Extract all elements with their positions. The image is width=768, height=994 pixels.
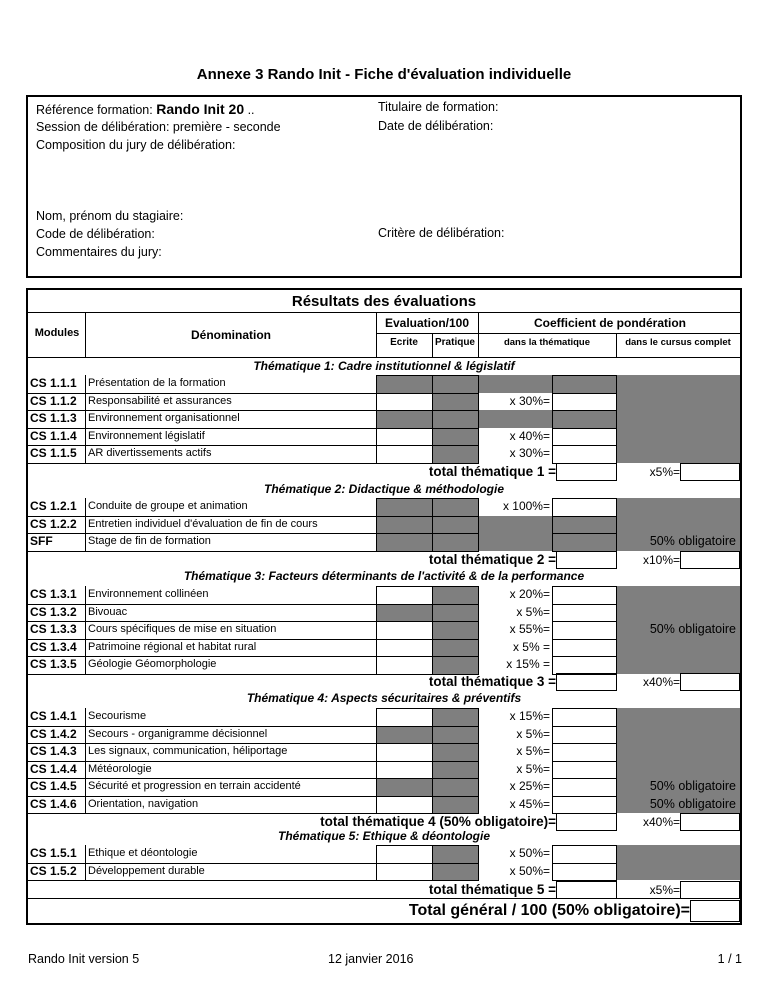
shaded-cell — [616, 656, 740, 674]
module-code: CS 1.4.6 — [30, 796, 77, 811]
module-coefficient: x 25%= — [509, 779, 550, 793]
coef-result-cell — [552, 708, 617, 727]
module-coefficient: x 50%= — [509, 863, 550, 878]
coef-result-cell — [552, 761, 617, 780]
score-pratique-cell — [432, 393, 479, 412]
module-name: Développement durable — [88, 864, 205, 877]
score-ecrite-cell — [376, 445, 433, 464]
module-name: Environnement législatif — [88, 429, 205, 442]
score-ecrite-cell — [376, 845, 433, 864]
footer-version: Rando Init version 5 — [28, 952, 140, 966]
module-coefficient: x 50%= — [509, 846, 550, 860]
col-denomination: Dénomination — [191, 328, 271, 342]
shaded-cell — [616, 863, 740, 881]
module-code: CS 1.3.2 — [30, 604, 77, 619]
coef-result-cell — [552, 516, 617, 535]
score-ecrite-cell — [376, 428, 433, 447]
shaded-cell — [616, 428, 740, 446]
module-coefficient — [478, 516, 550, 534]
score-pratique-cell — [432, 708, 479, 727]
score-pratique-cell — [432, 498, 479, 517]
total-cursus-cell — [680, 551, 740, 569]
nom-stagiaire: Nom, prénom du stagiaire: — [36, 209, 184, 223]
coef-result-cell — [552, 621, 617, 640]
module-code: CS 1.1.1 — [30, 376, 77, 390]
module-name: Ethique et déontologie — [88, 847, 198, 859]
module-name: Bivouac — [88, 605, 128, 618]
header-sep — [432, 333, 433, 358]
module-coefficient — [478, 533, 550, 551]
thematique-title: Thématique 4: Aspects sécuritaires & préventifs — [246, 691, 522, 705]
module-coefficient: x 5%= — [516, 761, 550, 776]
total-cursus-cell — [680, 673, 740, 691]
shaded-cell — [616, 743, 740, 761]
results-table — [26, 288, 742, 925]
module-code: CS 1.1.2 — [30, 393, 77, 408]
score-pratique-cell — [432, 639, 479, 658]
module-code: SFF — [30, 534, 53, 548]
total-coefficient: x10%= — [642, 553, 680, 567]
total-cell — [556, 463, 617, 481]
score-pratique-cell — [432, 586, 479, 605]
shaded-cell — [616, 708, 740, 726]
coef-result-cell — [552, 445, 617, 464]
module-code: CS 1.1.3 — [30, 411, 77, 425]
row-sep — [85, 375, 86, 463]
module-coefficient: x 5%= — [516, 604, 550, 619]
col-coefficient: Coefficient de pondération — [533, 316, 686, 330]
shaded-cell — [616, 393, 740, 411]
coef-result-cell — [552, 639, 617, 658]
col-ecrite: Ecrite — [390, 337, 418, 348]
module-code: CS 1.5.1 — [30, 846, 77, 860]
module-code: CS 1.4.1 — [30, 709, 77, 723]
grand-total-cell — [690, 900, 740, 922]
score-pratique-cell — [432, 621, 479, 640]
module-name: Présentation de la formation — [88, 377, 226, 389]
header-sep — [85, 312, 86, 358]
total-cell — [556, 673, 617, 691]
score-ecrite-cell — [376, 604, 433, 623]
row-sep — [85, 498, 86, 551]
module-name: Secourisme — [88, 710, 147, 722]
module-coefficient — [478, 410, 550, 428]
coef-result-cell — [552, 604, 617, 623]
header-sep — [376, 333, 742, 334]
coef-result-cell — [552, 796, 617, 815]
score-ecrite-cell — [376, 743, 433, 762]
obligatoire-note: 50% obligatoire — [649, 534, 736, 548]
score-pratique-cell — [432, 778, 479, 797]
obligatoire-note: 50% obligatoire — [649, 796, 736, 811]
module-code: CS 1.4.2 — [30, 726, 77, 741]
col-evaluation: Evaluation/100 — [384, 316, 470, 330]
page-title: Annexe 3 Rando Init - Fiche d'évaluation individuelle — [196, 66, 572, 83]
module-code: CS 1.1.5 — [30, 446, 77, 460]
score-pratique-cell — [432, 375, 479, 394]
score-ecrite-cell — [376, 708, 433, 727]
module-code: CS 1.4.3 — [30, 744, 77, 758]
shaded-cell — [616, 498, 740, 516]
total-cursus-cell — [680, 881, 740, 899]
module-name: Responsabilité et assurances — [88, 394, 232, 407]
thematique-total: total thématique 4 (50% obligatoire)= — [320, 814, 556, 829]
shaded-cell — [616, 639, 740, 657]
shaded-cell — [616, 761, 740, 779]
module-coefficient: x 15% = — [506, 657, 550, 671]
score-ecrite-cell — [376, 621, 433, 640]
header-sep — [478, 312, 479, 358]
col-modules: Modules — [34, 327, 80, 339]
header-sep — [616, 333, 617, 358]
shaded-cell — [616, 445, 740, 463]
score-pratique-cell — [432, 761, 479, 780]
results-heading: Résultats des évaluations — [291, 293, 477, 310]
module-name: Sécurité et progression en terrain accidenté — [88, 780, 301, 792]
total-cell — [556, 881, 617, 899]
coef-result-cell — [552, 533, 617, 552]
score-ecrite-cell — [376, 516, 433, 535]
module-code: CS 1.2.1 — [30, 499, 77, 513]
info-box — [26, 95, 742, 278]
score-ecrite-cell — [376, 761, 433, 780]
thematique-total: total thématique 1 = — [428, 464, 556, 479]
score-ecrite-cell — [376, 533, 433, 552]
col-thematique: dans la thématique — [503, 337, 591, 348]
score-pratique-cell — [432, 445, 479, 464]
coef-result-cell — [552, 428, 617, 447]
module-code: CS 1.3.1 — [30, 587, 77, 601]
code-deliberation: Code de délibération: — [36, 227, 155, 241]
thematique-total: total thématique 2 = — [428, 552, 556, 567]
grand-total: Total général / 100 (50% obligatoire)= — [408, 902, 690, 919]
coef-result-cell — [552, 726, 617, 745]
shaded-cell — [616, 726, 740, 744]
score-ecrite-cell — [376, 778, 433, 797]
module-coefficient — [478, 375, 550, 393]
coef-result-cell — [552, 743, 617, 762]
module-coefficient: x 15%= — [509, 709, 550, 723]
module-name: Secours - organigramme décisionnel — [88, 727, 268, 740]
reference-formation: Référence formation: Rando Init 20 .. — [36, 101, 255, 117]
module-code: CS 1.3.4 — [30, 639, 77, 654]
commentaires-jury: Commentaires du jury: — [36, 245, 162, 259]
coef-result-cell — [552, 778, 617, 797]
score-pratique-cell — [432, 410, 479, 429]
total-coefficient: x40%= — [642, 675, 680, 689]
module-name: Orientation, navigation — [88, 797, 199, 810]
score-ecrite-cell — [376, 393, 433, 412]
module-name: Conduite de groupe et animation — [88, 500, 248, 512]
module-coefficient: x 30%= — [509, 393, 550, 408]
module-coefficient: x 5% = — [512, 639, 550, 654]
shaded-cell — [616, 586, 740, 604]
module-coefficient: x 55%= — [509, 622, 550, 636]
shaded-cell — [616, 845, 740, 863]
thematique-title: Thématique 2: Didactique & méthodologie — [263, 482, 505, 496]
total-coefficient: x40%= — [642, 815, 680, 829]
coef-result-cell — [552, 393, 617, 412]
score-ecrite-cell — [376, 726, 433, 745]
critere-deliberation: Critère de délibération: — [378, 226, 505, 240]
module-coefficient: x 5%= — [516, 744, 550, 758]
session-deliberation: Session de délibération: première - seconde — [36, 120, 281, 134]
module-code: CS 1.4.4 — [30, 761, 77, 776]
coef-result-cell — [552, 410, 617, 429]
score-pratique-cell — [432, 726, 479, 745]
thematique-total: total thématique 3 = — [428, 674, 556, 689]
module-name: Patrimoine régional et habitat rural — [88, 640, 257, 653]
row-sep — [85, 586, 86, 674]
module-name: Entretien individuel d'évaluation de fin de cours — [88, 517, 318, 530]
module-coefficient: x 20%= — [509, 587, 550, 601]
module-name: Environnement collinéen — [88, 588, 209, 600]
module-coefficient: x 100%= — [502, 499, 550, 513]
total-coefficient: x5%= — [649, 465, 680, 479]
coef-result-cell — [552, 845, 617, 864]
total-cursus-cell — [680, 463, 740, 481]
module-coefficient: x 40%= — [509, 428, 550, 443]
thematique-title: Thématique 5: Ethique & déontologie — [277, 829, 490, 843]
coef-result-cell — [552, 656, 617, 675]
module-name: Géologie Géomorphologie — [88, 658, 217, 670]
score-pratique-cell — [432, 845, 479, 864]
footer-page: 1 / 1 — [717, 952, 742, 966]
module-coefficient: x 30%= — [509, 446, 550, 460]
grand-line — [28, 898, 740, 899]
score-pratique-cell — [432, 743, 479, 762]
total-coefficient: x5%= — [649, 883, 680, 897]
score-pratique-cell — [432, 863, 479, 882]
date-deliberation: Date de délibération: — [378, 119, 494, 133]
module-name: Stage de fin de formation — [88, 535, 211, 547]
col-pratique: Pratique — [434, 337, 475, 348]
score-ecrite-cell — [376, 863, 433, 882]
score-pratique-cell — [432, 428, 479, 447]
footer-date: 12 janvier 2016 — [328, 952, 414, 966]
score-pratique-cell — [432, 533, 479, 552]
col-cursus: dans le cursus complet — [625, 337, 731, 348]
score-ecrite-cell — [376, 586, 433, 605]
header-sep — [376, 312, 377, 358]
module-code: CS 1.5.2 — [30, 863, 77, 878]
heading-line — [28, 312, 740, 313]
module-coefficient: x 5%= — [516, 726, 550, 741]
coef-result-cell — [552, 586, 617, 605]
module-code: CS 1.3.3 — [30, 622, 77, 636]
module-name: AR divertissements actifs — [88, 447, 212, 459]
titulaire-formation: Titulaire de formation: — [378, 100, 499, 114]
score-ecrite-cell — [376, 410, 433, 429]
score-ecrite-cell — [376, 498, 433, 517]
obligatoire-note: 50% obligatoire — [649, 779, 736, 793]
thematique-total: total thématique 5 = — [428, 882, 556, 897]
score-pratique-cell — [432, 516, 479, 535]
obligatoire-note: 50% obligatoire — [649, 622, 736, 636]
module-coefficient: x 45%= — [509, 796, 550, 811]
shaded-cell — [616, 604, 740, 622]
module-name: Météorologie — [88, 762, 152, 775]
thematique-title: Thématique 1: Cadre institutionnel & législatif — [253, 359, 515, 373]
module-code: CS 1.4.5 — [30, 779, 77, 793]
score-ecrite-cell — [376, 639, 433, 658]
module-name: Les signaux, communication, héliportage — [88, 745, 288, 757]
thematique-title: Thématique 3: Facteurs déterminants de l'activité & de la performance — [183, 569, 585, 583]
module-name: Environnement organisationnel — [88, 412, 240, 424]
module-code: CS 1.2.2 — [30, 516, 77, 531]
jury-composition: Composition du jury de délibération: — [36, 138, 236, 152]
module-code: CS 1.3.5 — [30, 657, 77, 671]
coef-result-cell — [552, 498, 617, 517]
total-cell — [556, 551, 617, 569]
score-pratique-cell — [432, 604, 479, 623]
coef-result-cell — [552, 863, 617, 882]
score-ecrite-cell — [376, 375, 433, 394]
module-name: Cours spécifiques de mise en situation — [88, 623, 277, 635]
module-code: CS 1.1.4 — [30, 428, 77, 443]
coef-result-cell — [552, 375, 617, 394]
